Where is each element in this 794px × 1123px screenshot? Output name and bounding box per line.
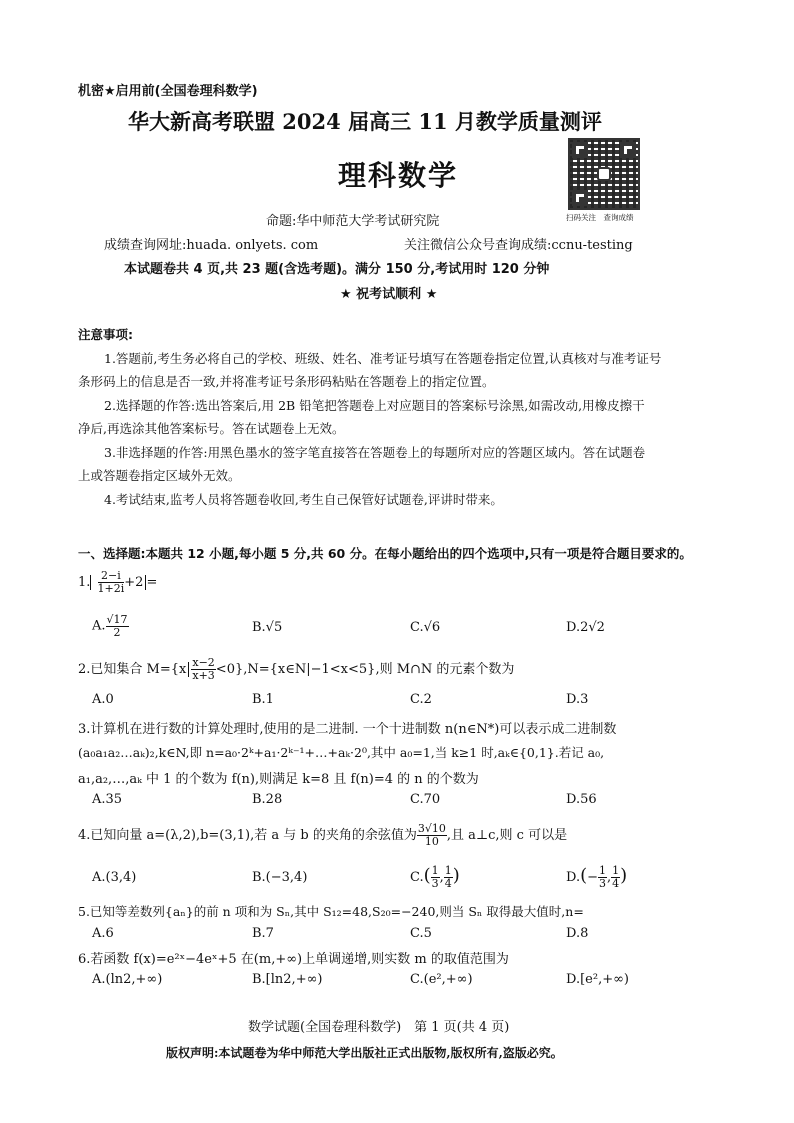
question-4: 4.已知向量 a=(λ,2),b=(3,1),若 a 与 b 的夹角的余弦值为 $\frac{3√10}{10}$ ,且 a⊥c,则 c 可以是 [78,822,568,848]
notice-item: 2.选择题的作答:选出答案后,用 2B 铅笔把答题卷上对应题目的答案标号涂黑,如需改动,用橡皮擦干 [104,398,645,413]
q4-option-b[interactable]: B.(−3,4) [252,870,308,885]
qr-finder-icon [572,142,588,158]
notice-item: 上或答题卷指定区域外无效。 [78,468,241,483]
question-6: 6.若函数 f(x)=e²ˣ−4eˣ+5 在(m,+∞)上单调递增,则实数 m 的取值范围为 [78,952,509,967]
q2-option-c[interactable]: C.2 [410,692,432,707]
notice-item: 3.非选择题的作答:用黑色墨水的签字笔直接答在答题卷上的每题所对应的答题区域内。答在试题卷 [104,445,646,460]
q2-option-a[interactable]: A.0 [92,692,114,707]
notice-item: 净后,再选涂其他答案标号。答在试题卷上无效。 [78,421,345,436]
qr-finder-icon [572,190,588,206]
notice-heading: 注意事项: [78,327,133,342]
q2-option-b[interactable]: B.1 [252,692,274,707]
q6-option-d[interactable]: D.[e²,+∞) [566,972,629,987]
q4-option-c[interactable]: C.( $\frac{1}{3}$ , $\frac{1}{4}$ ) [410,864,460,890]
copyright-notice: 版权声明:本试题卷为华中师范大学出版社正式出版物,版权所有,盗版必究。 [166,1046,563,1060]
qr-code[interactable] [568,138,640,210]
exam-info: 本试题卷共 4 页,共 23 题(含选考题)。满分 150 分,考试用时 120 分钟 [124,262,550,277]
q3-option-a[interactable]: A.35 [92,792,123,807]
question-3-line: 3.计算机在进行数的计算处理时,使用的是二进制. 一个十进制数 n(n∈N*)可以表示成二进制数 [78,722,617,737]
question-2: 2.已知集合 M={x $\frac{x-2}{x+3}$ <0},N={x∈N|−1<x<5},则 M∩N 的元素个数为 [78,656,515,682]
score-site: 成绩查询网址:huada. onlyets. com [104,238,319,253]
qr-caption: 扫码关注 查询成绩 [566,213,634,222]
q1-option-b[interactable]: B.√5 [252,620,283,635]
qr-logo-icon [597,167,611,181]
question-3-line: (a₀a₁a₂…aₖ)₂,k∈N,即 n=a₀·2ᵏ+a₁·2ᵏ⁻¹+…+aₖ·2⁰,其中 a₀=1,当 k≥1 时,aₖ∈{0,1}.若记 a₀, [78,745,605,760]
q3-option-d[interactable]: D.56 [566,792,597,807]
notice-item: 4.考试结束,监考人员将答题卷收回,考生自己保管好试题卷,评讲时带来。 [104,492,503,507]
fraction: $\frac{2-i}{1+2i}$ [97,569,125,595]
q5-option-d[interactable]: D.8 [566,926,589,941]
question-number: 1. [78,575,91,590]
q2-option-d[interactable]: D.3 [566,692,589,707]
author-line: 命题:华中师范大学考试研究院 [266,214,440,229]
q6-option-a[interactable]: A.(ln2,+∞) [92,972,163,987]
notice-item: 1.答题前,考生务必将自己的学校、班级、姓名、准考证号填写在答题卷指定位置,认真核对与准考证号 [104,351,662,366]
q1-option-c[interactable]: C.√6 [410,620,441,635]
q3-option-b[interactable]: B.28 [252,792,283,807]
question-3-line: a₁,a₂,…,aₖ 中 1 的个数为 f(n),则满足 k=8 且 f(n)=4 的 n 的个数为 [78,772,479,787]
notice-item: 条形码上的信息是否一致,并将准考证号条形码粘贴在答题卷上的指定位置。 [78,374,495,389]
q4-option-a[interactable]: A.(3,4) [92,870,137,885]
confidential-label: 机密★启用前(全国卷理科数学) [78,84,258,99]
q6-option-c[interactable]: C.(e²,+∞) [410,972,473,987]
question-5: 5.已知等差数列{aₙ}的前 n 项和为 Sₙ,其中 S₁₂=48,S₂₀=−240,则当 Sₙ 取得最大值时,n= [78,904,584,919]
q5-option-c[interactable]: C.5 [410,926,432,941]
qr-finder-icon [620,142,636,158]
wechat-info: 关注微信公众号查询成绩:ccnu-testing [404,238,633,253]
q1-option-a[interactable]: A. $\frac{√17}{2}$ [92,613,128,639]
page-footer: 数学试题(全国卷理科数学) 第 1 页(共 4 页) [248,1020,510,1035]
q3-option-c[interactable]: C.70 [410,792,441,807]
q4-option-d[interactable]: D.(− $\frac{1}{3}$ , $\frac{1}{4}$ ) [566,864,628,890]
q5-option-b[interactable]: B.7 [252,926,274,941]
section-heading: 一、选择题:本题共 12 小题,每小题 5 分,共 60 分。在每小题给出的四个选项中,只有一项是符合题目要求的。 [78,546,692,561]
good-luck: ★ 祝考试顺利 ★ [340,287,438,302]
exam-title: 华大新高考联盟 2024 届高三 11 月教学质量测评 [128,109,602,134]
q1-option-d[interactable]: D.2√2 [566,620,605,635]
q5-option-a[interactable]: A.6 [92,926,114,941]
subject-title: 理科数学 [338,159,459,192]
q6-option-b[interactable]: B.[ln2,+∞) [252,972,323,987]
question-1: 1. $\frac{2-i}{1+2i}$ +2 = [78,569,158,595]
